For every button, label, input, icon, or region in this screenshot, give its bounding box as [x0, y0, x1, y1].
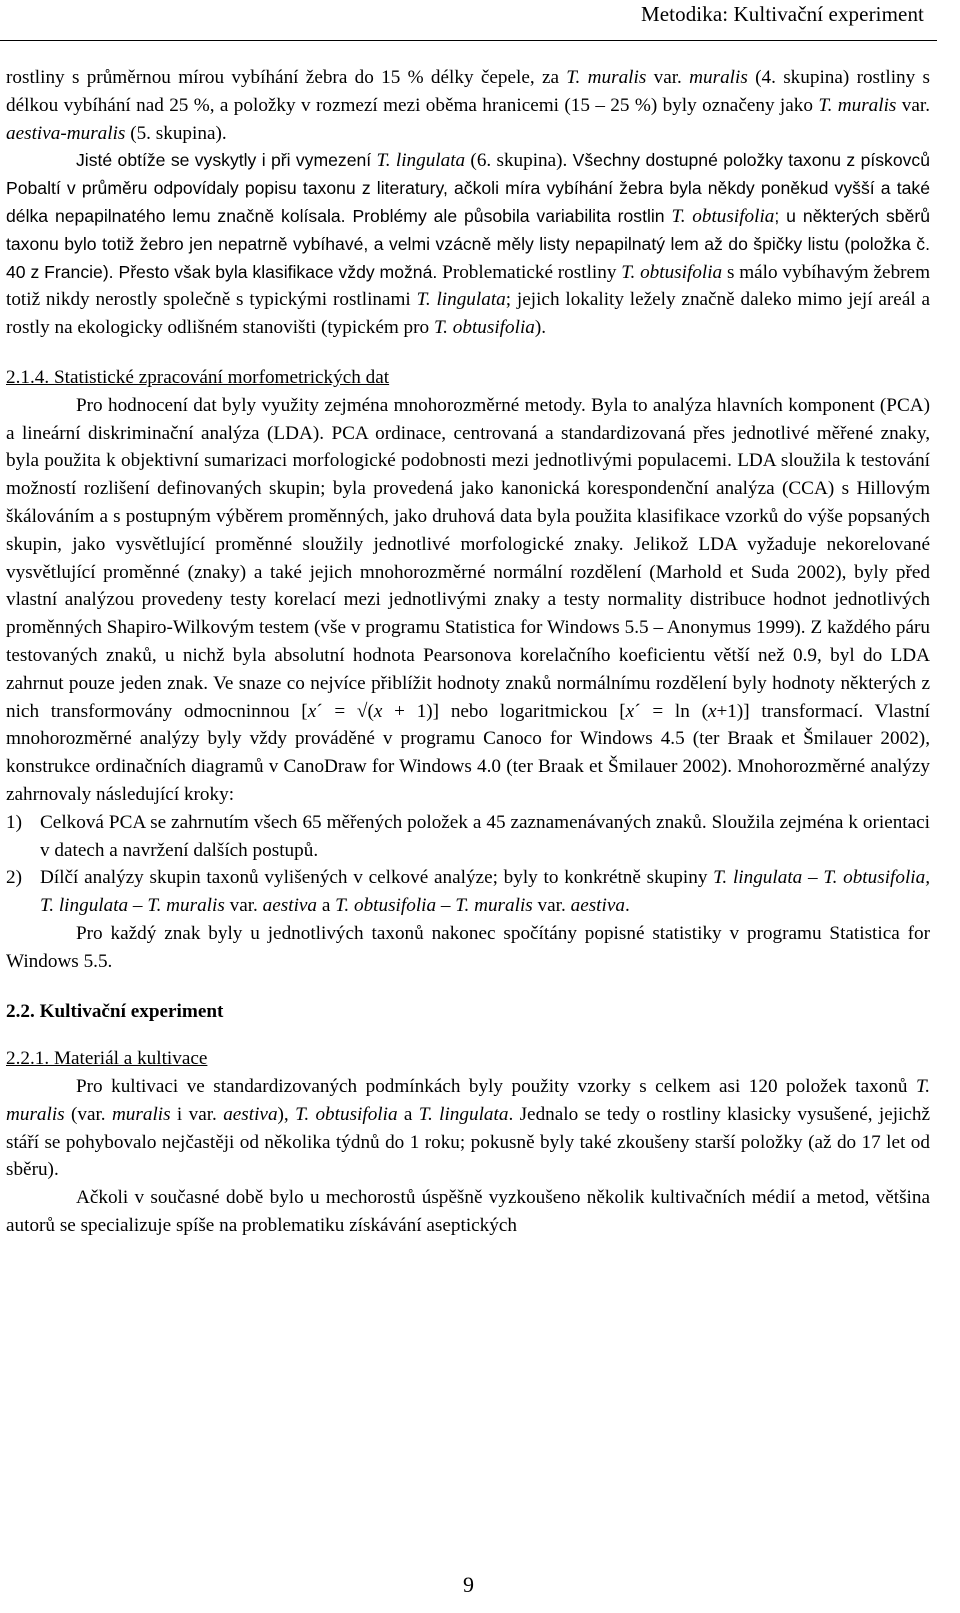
- taxon-name: T. obtusifolia: [671, 205, 775, 227]
- formula-term: + 1: [382, 700, 427, 722]
- paragraph-cultivation-methods: Ačkoli v současné době bylo u mechorostů úspěšně vyzkoušeno několik kultivačních médií a metod, většina autorů se specializuje spíše na problematiku získávání aseptických: [6, 1187, 930, 1237]
- running-header: Metodika: Kultivační experiment: [640, 2, 924, 26]
- text-run: (4. skupina) rostliny s délkou vybíhání nad 25 %, a položky v rozmezí mezi oběma hranicemi (15 – 25 %) byly označeny jako: [6, 67, 930, 116]
- text-run: Problematické rostliny: [442, 261, 622, 283]
- taxon-name: T. muralis: [566, 67, 647, 88]
- text-run: Jisté obtíže se vyskytly i při vymezení: [76, 150, 377, 171]
- list-number: 2): [6, 867, 22, 889]
- taxon-name: T. obtusifolia: [621, 261, 723, 283]
- taxon-name: T. lingulata: [376, 150, 466, 172]
- list-item: [6, 809, 930, 865]
- paragraph-descriptive-stats: Pro každý znak byly u jednotlivých taxonů nakonec spočítány popisné statistiky v programu Statistica for Windows 5.5.: [6, 922, 930, 972]
- text-run: i var.: [170, 1103, 224, 1125]
- list-number: 1): [6, 811, 22, 833]
- list-text: .: [624, 895, 630, 917]
- text-run: . Jednalo se tedy o rostliny klasicky vysušené, jejichž stáří se pohybovalo nejčastěji od několika týdnů do 1 roku; pokusně byly také zkoušeny starší položky (až do 17 let od sběru).: [6, 1103, 931, 1181]
- formula-variable: x: [307, 700, 317, 722]
- text-run: (6. skupina).: [465, 150, 573, 172]
- text-run: var.: [646, 67, 690, 88]
- taxon-name: aestiva: [223, 1103, 278, 1125]
- text-run: )] nebo logaritmickou [: [426, 700, 626, 722]
- header-rule: [0, 40, 937, 41]
- paragraph-groups: [6, 64, 930, 147]
- page-number: 9: [463, 1572, 474, 1597]
- section-heading-2-2-1: 2.2.1. Materiál a kultivace: [6, 1048, 208, 1070]
- list-text: Dílčí analýzy skupin taxonů vylišených v celkové analýze; byly to konkrétně skupiny: [40, 867, 714, 889]
- paragraph-lingulata: [6, 147, 930, 342]
- taxon-name: T. lingulata: [416, 289, 506, 311]
- taxon-name: T. lingulata: [418, 1103, 509, 1125]
- document-body: [6, 64, 930, 1240]
- list-text: var.: [224, 895, 263, 917]
- text-run: var.: [896, 94, 931, 116]
- taxon-name: T. obtusifolia: [295, 1103, 398, 1125]
- taxon-name: muralis: [111, 1103, 171, 1125]
- list-item: [6, 864, 930, 920]
- formula-sqrt: ´ = √(: [316, 700, 374, 722]
- paragraph-statistics: [6, 392, 930, 809]
- list-text: a: [317, 895, 336, 917]
- text-run: ).: [534, 317, 547, 339]
- spacer: [6, 1025, 930, 1045]
- text-run: (var.: [64, 1103, 112, 1125]
- taxon-name: T. muralis: [6, 1076, 930, 1125]
- text-run: Pro kultivaci ve standardizovaných podmínkách byly použity vzorky s celkem asi 120 položek taxonů: [76, 1076, 916, 1098]
- taxon-name: aestiva-muralis: [6, 122, 126, 144]
- taxon-name: aestiva: [262, 895, 318, 917]
- taxon-name: T. lingulata – T. obtusifolia, T. lingulata – T. muralis: [40, 867, 931, 917]
- formula-variable: x: [373, 700, 383, 722]
- text-run: s málo vybíhavým žebrem totiž nikdy nerostly společně s typickými rostlinami: [6, 261, 930, 311]
- text-run: Všechny dostupné položky taxonu z pískovců Pobaltí v průměru odpovídaly popisu taxonu z literatury, ačkoli míra vybíhání žebra byla někdy poněkud vyšší a také délka nepapilnatého lemu značně kolísala. Problémy ale působila variabilita rostlin: [6, 150, 931, 226]
- formula-variable: x: [625, 700, 635, 722]
- section-heading-2-1-4: 2.1.4. Statistické zpracování morfometrických dat: [6, 366, 390, 388]
- taxon-name: T. obtusifolia – T. muralis: [335, 895, 533, 917]
- text-run: +1)] transformací. Vlastní mnohorozměrné analýzy byly vždy prováděné v programu Canoco for Windows 4.5 (ter Braak et Šmilauer 2002), konstrukce ordinačních diagramů v CanoDraw for Windows 4.0 (ter Braak et Šmilauer 2002). Mnohorozměrné analýzy zahrnovaly následující kroky:: [6, 700, 931, 805]
- formula-log: ´ = ln (: [634, 700, 708, 722]
- spacer: [6, 342, 930, 364]
- text-run: Pro hodnocení dat byly využity zejména mnohorozměrné metody. Byla to analýza hlavních komponent (PCA) a lineární diskriminační analýza (LDA). PCA ordinace, centrovaná a standardizovaná přes jednotlivé měřené znaky, byla použita k objektivní sumarizaci morfologické podobnosti mezi jednotlivými populacemi. LDA sloužila k testování možností rozlišení definovaných skupin; byla provedená jako kanonická korespondenční analýza (CCA) s Hillovým škálováním a s postupným výběrem proměnných, jako druhová data byla použita klasifikace vzorků do výše popsaných skupin, jako vysvětlující proměnné sloužily jednotlivé morfologické znaky. Jelikož LDA vyžaduje nekorelované vysvětlující proměnné (znaky) a také jejich mnohorozměrné normální rozdělení (Marhold et Suda 2002), byly před vlastní analýzou provedeny testy korelací mezi jednotlivými znaky a testy normality distribuce hodnot jednotlivých proměnných Shapiro-Wilkovým testem (vše v programu Statistica for Windows 5.5 – Anonymus 1999). Z každého páru testovaných znaků, u nichž byla absolutní hodnota Pearsonova korelačního koeficientu větší než 0.9, byl do LDA zahrnut pouze jeden znak. Ve snaze co nejvíce přiblížit hodnoty znaků normálnímu rozdělení byly hodnoty některých z nich transformovány odmocninnou [: [6, 394, 930, 722]
- text-run: rostliny s průměrnou mírou vybíhání žebra do 15 % délky čepele, za: [6, 67, 567, 88]
- taxon-name: T. muralis: [818, 94, 897, 116]
- text-run: ; jejich lokality ležely značně daleko mimo její areál a rostly na ekologicky odlišném stanovišti (typickém pro: [6, 289, 931, 339]
- paragraph-material: [6, 1073, 930, 1184]
- section-heading-2-2: 2.2. Kultivační experiment: [6, 1000, 224, 1022]
- list-text: Celková PCA se zahrnutím všech 65 měřených položek a 45 zaznamenávaných znaků. Sloužila zejména k orientaci v datech a navržení dalších postupů.: [40, 811, 930, 861]
- list-text: var.: [532, 895, 571, 917]
- formula-variable: x: [707, 700, 717, 722]
- taxon-name: muralis: [689, 67, 748, 88]
- text-run: ),: [277, 1103, 296, 1125]
- taxon-name: T. obtusifolia: [433, 317, 535, 339]
- text-run: a: [397, 1103, 419, 1125]
- taxon-name: aestiva: [570, 895, 625, 917]
- analysis-steps-list: [6, 809, 930, 920]
- spacer: [6, 976, 930, 998]
- text-run: ; u některých sběrů taxonu bylo totiž žebro jen nepatrně vybíhavé, a velmi vzácně měly listy nepapilnatý lem až do špičky listu (položka č. 40 z Francie). Přesto však byla klasifikace vždy možná.: [6, 205, 931, 282]
- text-run: (5. skupina).: [125, 122, 227, 144]
